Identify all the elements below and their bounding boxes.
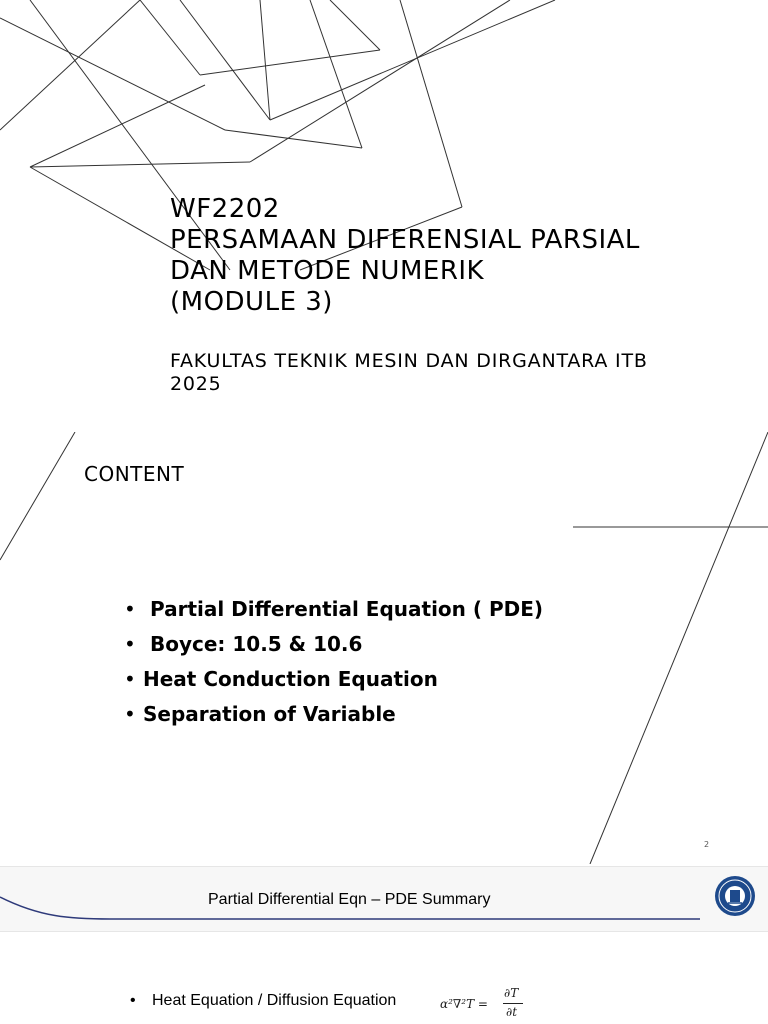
bullet-text: Separation of Variable	[143, 702, 396, 726]
list-item	[124, 592, 543, 627]
bullet-text: Heat Conduction Equation	[143, 667, 438, 691]
bullet-list	[124, 592, 543, 732]
bullet-text: Partial Differential Equation ( PDE)	[143, 597, 544, 621]
title-line: WF2202	[170, 194, 280, 224]
bullet-marker: •	[124, 702, 136, 726]
list-item	[130, 992, 396, 1010]
subtitle-line: 2025	[170, 373, 222, 395]
title-slide	[0, 0, 768, 432]
heat-equation	[440, 984, 530, 1024]
list-item	[124, 627, 543, 662]
equation-denominator: ∂t	[506, 1005, 518, 1019]
subtitle-line: FAKULTAS TEKNIK MESIN DAN DIRGANTARA ITB	[170, 350, 648, 372]
header-banner	[0, 866, 768, 932]
content-heading: CONTENT	[84, 462, 185, 486]
itb-logo-icon	[714, 875, 756, 917]
title-line: DAN METODE NUMERIK	[170, 256, 485, 286]
bullet-marker: •	[124, 667, 136, 691]
title-line: (MODULE 3)	[170, 287, 333, 317]
summary-slide	[0, 864, 768, 1024]
slide-title	[170, 194, 640, 318]
bullet-text: Heat Equation / Diffusion Equation	[152, 992, 397, 1009]
bullet-text: Boyce: 10.5 & 10.6	[143, 632, 363, 656]
list-item	[124, 662, 543, 697]
content-slide	[0, 432, 768, 864]
slide-title: Partial Differential Eqn – PDE Summary	[208, 891, 491, 908]
list-item	[124, 697, 543, 732]
title-line: PERSAMAAN DIFERENSIAL PARSIAL	[170, 225, 640, 255]
bullet-marker: •	[130, 992, 136, 1009]
bullet-marker: •	[124, 632, 136, 656]
equation-lhs: α²∇²T =	[440, 997, 488, 1011]
bullet-marker: •	[124, 597, 136, 621]
equation-numerator: ∂T	[504, 986, 519, 1000]
slide-subtitle	[170, 350, 648, 396]
fraction-bar	[503, 1003, 523, 1004]
page-number: 2	[704, 840, 710, 849]
